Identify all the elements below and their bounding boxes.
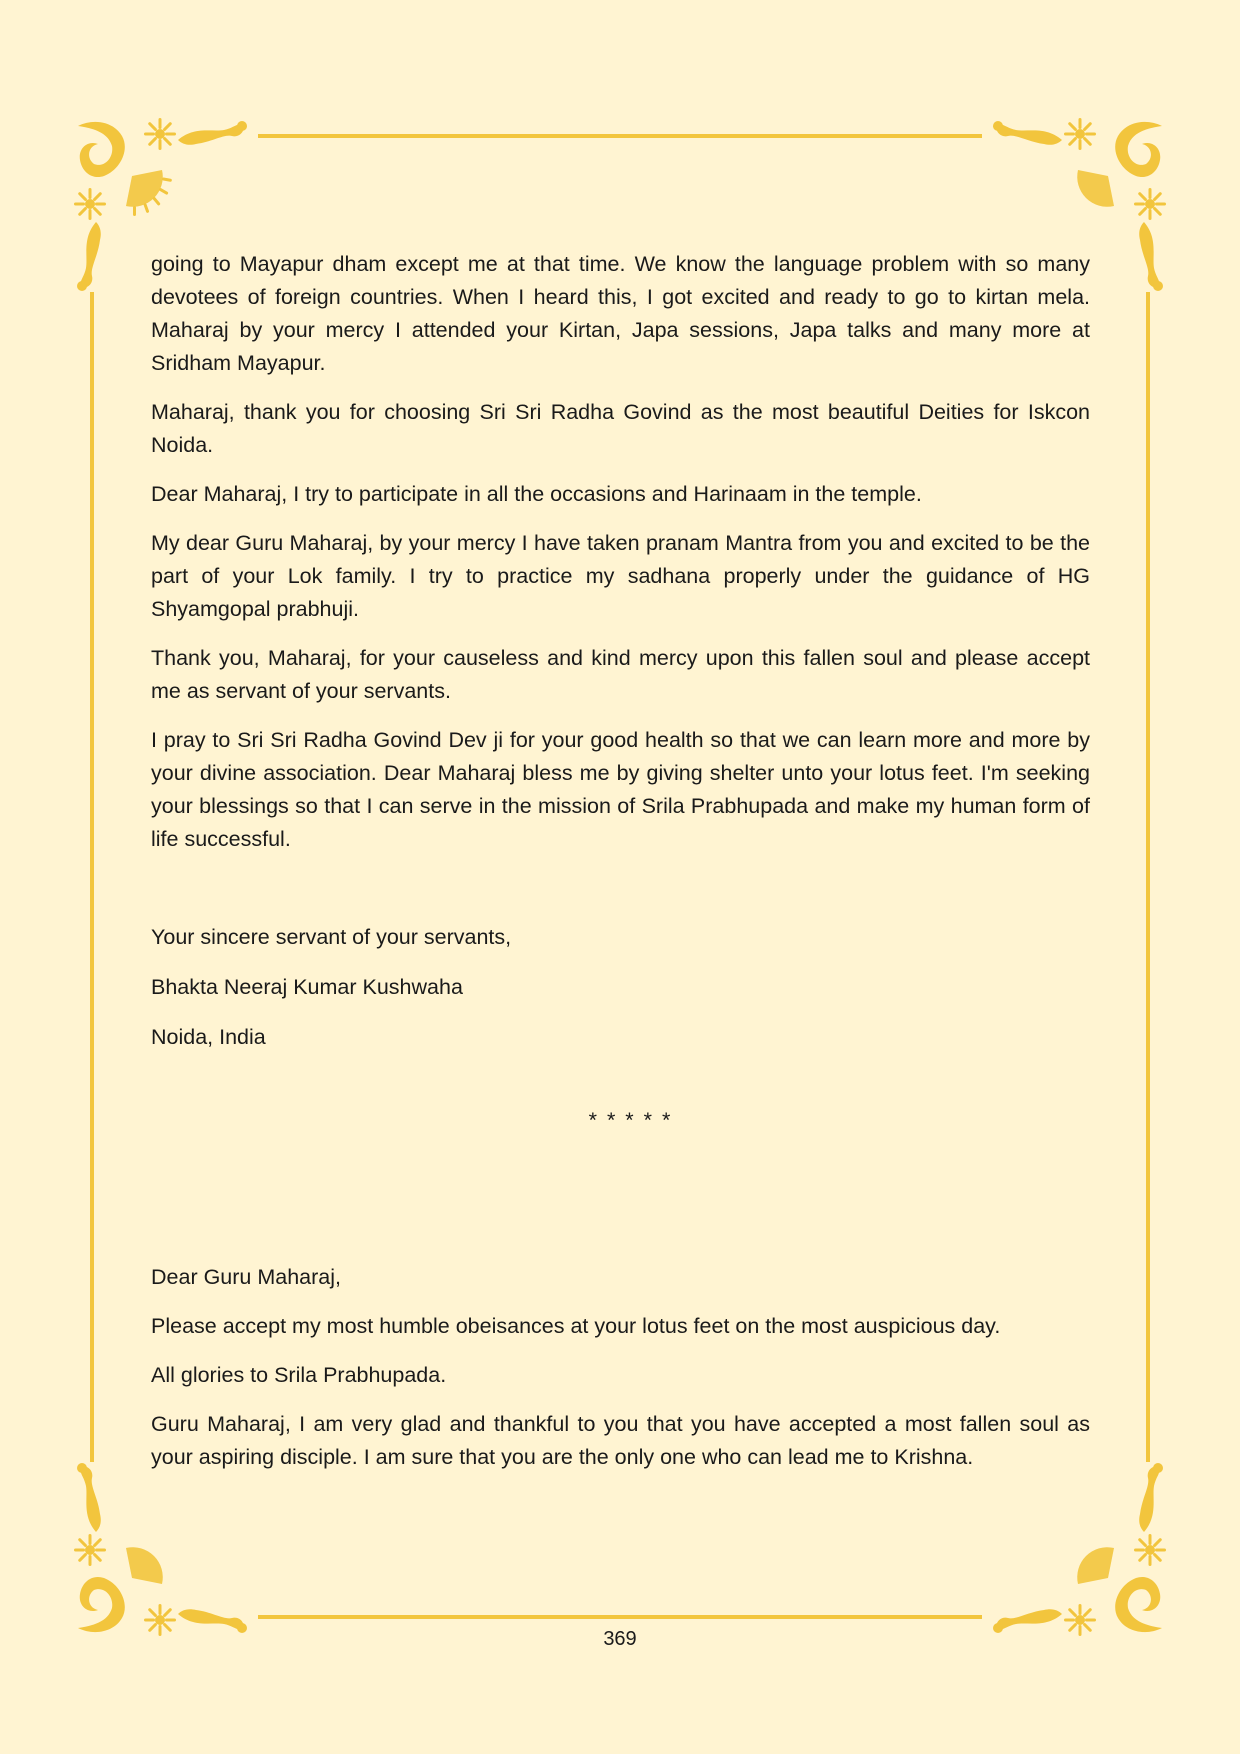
letter-1-paragraph-2: Maharaj, thank you for choosing Sri Sri Radha Govind as the most beautiful Deities for Iskcon Noida. <box>151 400 1090 457</box>
border-line-bottom <box>258 1615 982 1619</box>
letter-2-paragraph-1: Please accept my most humble obeisances at your lotus feet on the most auspicious day. <box>151 1314 1001 1338</box>
border-line-right <box>1146 292 1150 1462</box>
section-separator: * * * * * <box>588 1108 673 1132</box>
letter-1 <box>151 248 1090 1054</box>
letter-1-paragraph-5: Thank you, Maharaj, for your causeless and kind mercy upon this fallen soul and please accept me as servant of your servants. <box>151 646 1090 703</box>
letter-2-paragraph-3: Guru Maharaj, I am very glad and thankful to you that you have accepted a most fallen soul as your aspiring disciple. I am sure that you are the only one who can lead me to Krishna. <box>151 1412 1090 1469</box>
letter-1-paragraph-4: My dear Guru Maharaj, by your mercy I have taken pranam Mantra from you and excited to be the part of your Lok family. I try to practice my sadhana properly under the guidance of HG Shyamgopal prabhuji. <box>151 531 1090 621</box>
border-line-top <box>258 134 982 138</box>
page-number: 369 <box>603 1628 637 1650</box>
letter-1-paragraph-6: I pray to Sri Sri Radha Govind Dev ji for your good health so that we can learn more and more by your divine association. Dear Maharaj bless me by giving shelter unto your lotus feet. I'm seeking your blessings so that I can serve in the mission of Srila Prabhupada and make my human form of life successful. <box>151 728 1090 851</box>
letter-1-signature-location: Noida, India <box>151 1025 266 1049</box>
letter-2 <box>151 1261 1090 1474</box>
border-line-left <box>90 292 94 1462</box>
letter-1-closing: Your sincere servant of your servants, <box>151 925 512 949</box>
letter-1-paragraph-1: going to Mayapur dham except me at that time. We know the language problem with so many devotees of foreign countries. When I heard this, I got excited and ready to go to kirtan mela. Maharaj by your mercy I attended your Kirtan, Japa sessions, Japa talks and many more at Sridham Mayapur. <box>151 252 1090 375</box>
letter-2-greeting: Dear Guru Maharaj, <box>151 1265 341 1289</box>
letter-1-signature-name: Bhakta Neeraj Kumar Kushwaha <box>151 975 463 999</box>
page-content <box>151 248 1090 1490</box>
letter-2-paragraph-2: All glories to Srila Prabhupada. <box>151 1363 447 1387</box>
letter-1-paragraph-3: Dear Maharaj, I try to participate in all the occasions and Harinaam in the temple. <box>151 482 922 506</box>
